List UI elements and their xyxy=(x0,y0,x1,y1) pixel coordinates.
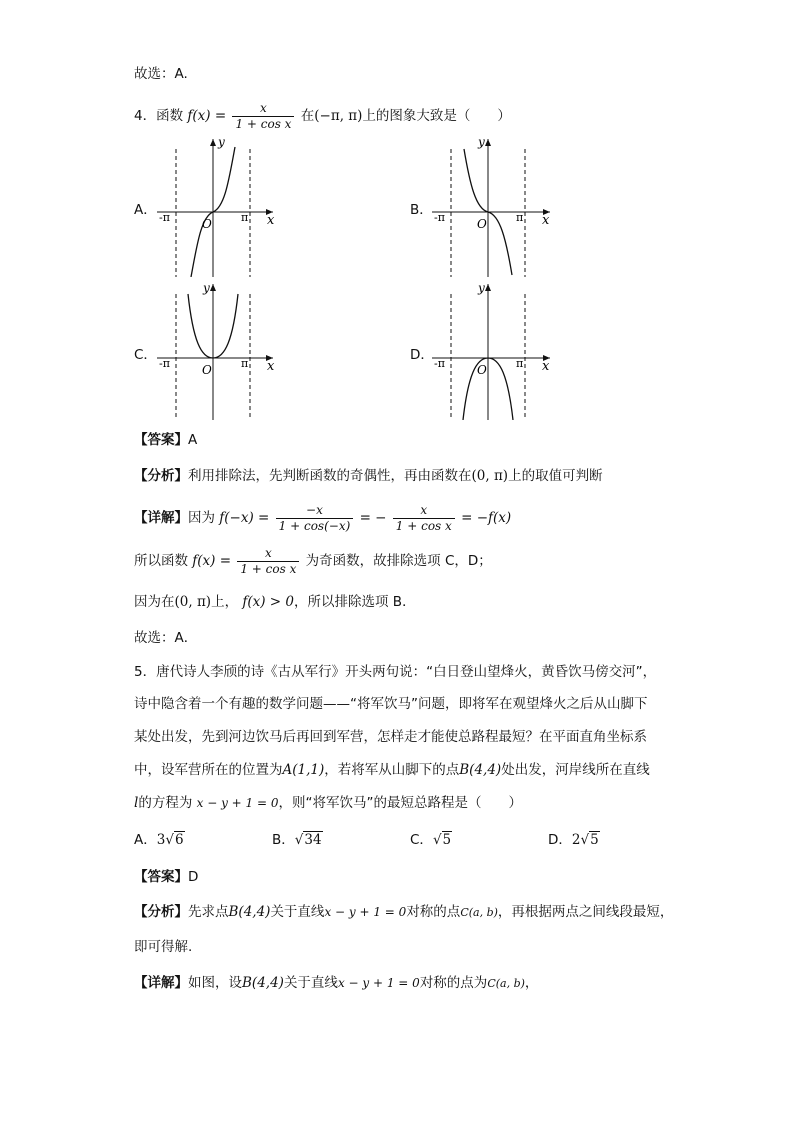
y-axis-arrow xyxy=(210,139,216,146)
q5-point-b: B(4,4) xyxy=(459,762,502,778)
q5-line-2: 诗中隐含着一个有趣的数学问题——“将军饮马”问题，即将军在观望烽火之后从山脚下 xyxy=(134,696,648,712)
answer-tag: 【答案】 xyxy=(134,432,188,448)
q5-detail-d: ， xyxy=(524,975,539,991)
q4-option-b-label: B． xyxy=(410,202,433,218)
detail-frac-1 xyxy=(276,503,354,534)
detail-text-a: 因为 xyxy=(188,510,215,526)
y-axis-label: y xyxy=(218,135,225,149)
q5-option-d-label: D． xyxy=(548,832,572,848)
q5-option-c-rad: 5 xyxy=(442,832,452,848)
origin-label: O xyxy=(477,217,487,231)
q5-analysis-a: 先求点 xyxy=(188,904,229,920)
odd-text-b: 为奇函数，故排除选项 C，D； xyxy=(305,553,492,569)
q5-option-d-coef: 2 xyxy=(571,832,581,848)
analysis-text-a: 利用排除法，先判断函数的奇偶性，再由函数在 xyxy=(188,468,472,484)
q5-answer-line xyxy=(134,867,198,887)
q4-option-b-graph xyxy=(420,135,560,277)
neg-pi-label: -π xyxy=(159,211,170,224)
q4-option-d-label: D． xyxy=(410,347,434,363)
q4-frac-num: x xyxy=(232,101,294,117)
q5-analysis-point-b: B(4,4) xyxy=(228,904,271,920)
detail-frac-2-den: 1 + cos x xyxy=(395,518,452,533)
odd-frac-den: 1 + cos x xyxy=(240,561,297,576)
q5-line5-a: 的方程为 xyxy=(138,795,193,811)
q5-line-equation: x − y + 1 = 0 xyxy=(196,796,279,810)
q5-option-b-label: B． xyxy=(272,832,295,848)
q3-final-answer: 故选：A. xyxy=(134,66,188,82)
neg-pi-label: -π xyxy=(159,357,170,370)
q4-positive-line xyxy=(134,592,416,612)
q5-line5-b: ，则“将军饮马”的最短总路程是（ ） xyxy=(278,795,522,811)
q5-analysis-equation: x − y + 1 = 0 xyxy=(324,905,407,919)
analysis-interval: (0, π) xyxy=(471,468,509,484)
x-axis-label: x xyxy=(267,359,275,374)
y-axis-arrow xyxy=(210,284,216,291)
q4-detail-line xyxy=(134,500,511,536)
pos-interval: (0, π) xyxy=(174,594,212,610)
q5-option-b: B．√34 xyxy=(272,832,322,848)
origin-label: O xyxy=(202,217,212,231)
q4-option-c-label: C． xyxy=(134,347,157,363)
q5-option-a-rad: 6 xyxy=(174,832,184,848)
odd-text-a: 所以函数 xyxy=(134,553,188,569)
q4-stem-end: 上的图象大致是（ ） xyxy=(362,108,511,124)
q5-option-b-rad: 34 xyxy=(304,832,322,848)
q5-option-a-label: A． xyxy=(134,832,157,848)
q4-odd-line xyxy=(134,543,492,579)
x-axis-label: x xyxy=(542,359,550,374)
y-axis-label: y xyxy=(203,281,210,295)
q5-option-d-rad: 5 xyxy=(590,832,599,848)
q5-analysis-d: ，再根据两点之间线段最短， xyxy=(497,904,674,920)
origin-label: O xyxy=(202,363,212,377)
q5-line4-c: 处出发，河岸线所在直线 xyxy=(501,762,650,778)
q4-fraction xyxy=(232,101,294,132)
q4-final: 故选：A． xyxy=(134,630,198,646)
q5-analysis-line-2: 即可得解. xyxy=(134,939,193,955)
pos-pi-label: π xyxy=(241,357,249,370)
y-axis-arrow xyxy=(485,139,491,146)
detail-eq: = − xyxy=(359,510,387,526)
q4-answer-line xyxy=(134,430,197,450)
pos-pi-label: π xyxy=(516,211,524,224)
q4-analysis-line xyxy=(134,466,603,486)
detail-tag: 【详解】 xyxy=(134,510,188,526)
q5-analysis-point-c: C(a, b) xyxy=(460,906,498,919)
q5-point-a: A(1,1) xyxy=(282,762,325,778)
answer-value: A xyxy=(188,432,198,448)
detail-frac-2-num: x xyxy=(393,503,455,519)
q5-line-1: 5．唐代诗人李颀的诗《古从军行》开头两句说：“白日登山望烽火，黄昏饮马傍交河”， xyxy=(134,664,657,680)
detail-frac-1-num: −x xyxy=(276,503,354,519)
pos-pi-label: π xyxy=(241,211,249,224)
q5-analysis-line xyxy=(134,902,673,923)
odd-frac-num: x xyxy=(237,546,299,562)
q5-detail-point-c: C(a, b) xyxy=(487,977,525,990)
q5-analysis-b: 关于直线 xyxy=(270,904,325,920)
y-axis-arrow xyxy=(485,284,491,291)
q5-option-d: D．2√5 xyxy=(548,832,599,848)
detail-frac-2 xyxy=(393,503,455,534)
q5-line-3: 某处出发，先到河边饮马后再回到军营，怎样走才能使总路程最短？在平面直角坐标系 xyxy=(134,729,647,745)
neg-pi-label: -π xyxy=(434,357,445,370)
q4-fx: f(x) = xyxy=(187,108,227,124)
q4-stem xyxy=(134,98,511,134)
q5-option-c-label: C． xyxy=(410,832,433,848)
q5-detail-c: 对称的点为 xyxy=(419,975,488,991)
q5-detail-a: 如图，设 xyxy=(188,975,242,991)
detail-end: = −f(x) xyxy=(461,510,512,526)
q4-option-a-graph xyxy=(145,135,285,277)
q5-option-a-coef: 3 xyxy=(156,832,166,848)
detail-f: f(−x) = xyxy=(219,510,270,526)
q4-option-a-label: A． xyxy=(134,202,157,218)
q5-answer-tag: 【答案】 xyxy=(134,869,188,885)
x-axis-label: x xyxy=(267,213,275,228)
q5-line4-b: ，若将军从山脚下的点 xyxy=(324,762,460,778)
analysis-tag: 【分析】 xyxy=(134,468,188,484)
q5-detail-b: 关于直线 xyxy=(283,975,338,991)
q4-frac-den: 1 + cos x xyxy=(235,116,292,131)
q5-line4-a: 中，设军营所在的位置为 xyxy=(134,762,283,778)
origin-label: O xyxy=(477,363,487,377)
odd-frac xyxy=(237,546,299,577)
odd-f: f(x) = xyxy=(192,553,232,569)
detail-frac-1-den: 1 + cos(−x) xyxy=(278,518,351,533)
pos-pi-label: π xyxy=(516,357,524,370)
q5-line-4 xyxy=(134,760,650,780)
q5-detail-line xyxy=(134,973,538,994)
pos-text-c: ，所以排除选项 B． xyxy=(294,594,416,610)
q5-analysis-c: 对称的点 xyxy=(406,904,461,920)
q4-option-d-graph xyxy=(420,280,560,420)
pos-text-a: 因为在 xyxy=(134,594,175,610)
q5-detail-point-b: B(4,4) xyxy=(242,975,284,991)
q5-analysis-tag: 【分析】 xyxy=(134,904,188,920)
q5-option-c: C．√5 xyxy=(410,832,452,848)
q5-answer-value: D xyxy=(188,869,199,885)
pos-text-b: 上， xyxy=(211,594,239,610)
q5-line-5 xyxy=(134,793,522,813)
q4-number: 4．函数 xyxy=(134,108,184,124)
q4-option-c-graph xyxy=(145,280,285,420)
y-axis-label: y xyxy=(478,135,485,149)
q5-detail-equation: x − y + 1 = 0 xyxy=(337,976,420,990)
q5-option-a: A．3√6 xyxy=(134,832,184,848)
q5-detail-tag: 【详解】 xyxy=(134,975,188,991)
q4-interval: (−π, π) xyxy=(314,108,363,124)
x-axis-label: x xyxy=(542,213,550,228)
pos-inequality: f(x) > 0 xyxy=(242,594,295,610)
y-axis-label: y xyxy=(478,281,485,295)
q4-interval-pre: 在 xyxy=(300,108,315,124)
q5-line-l: l xyxy=(134,795,139,811)
analysis-text-b: 上的取值可判断 xyxy=(508,468,603,484)
neg-pi-label: -π xyxy=(434,211,445,224)
